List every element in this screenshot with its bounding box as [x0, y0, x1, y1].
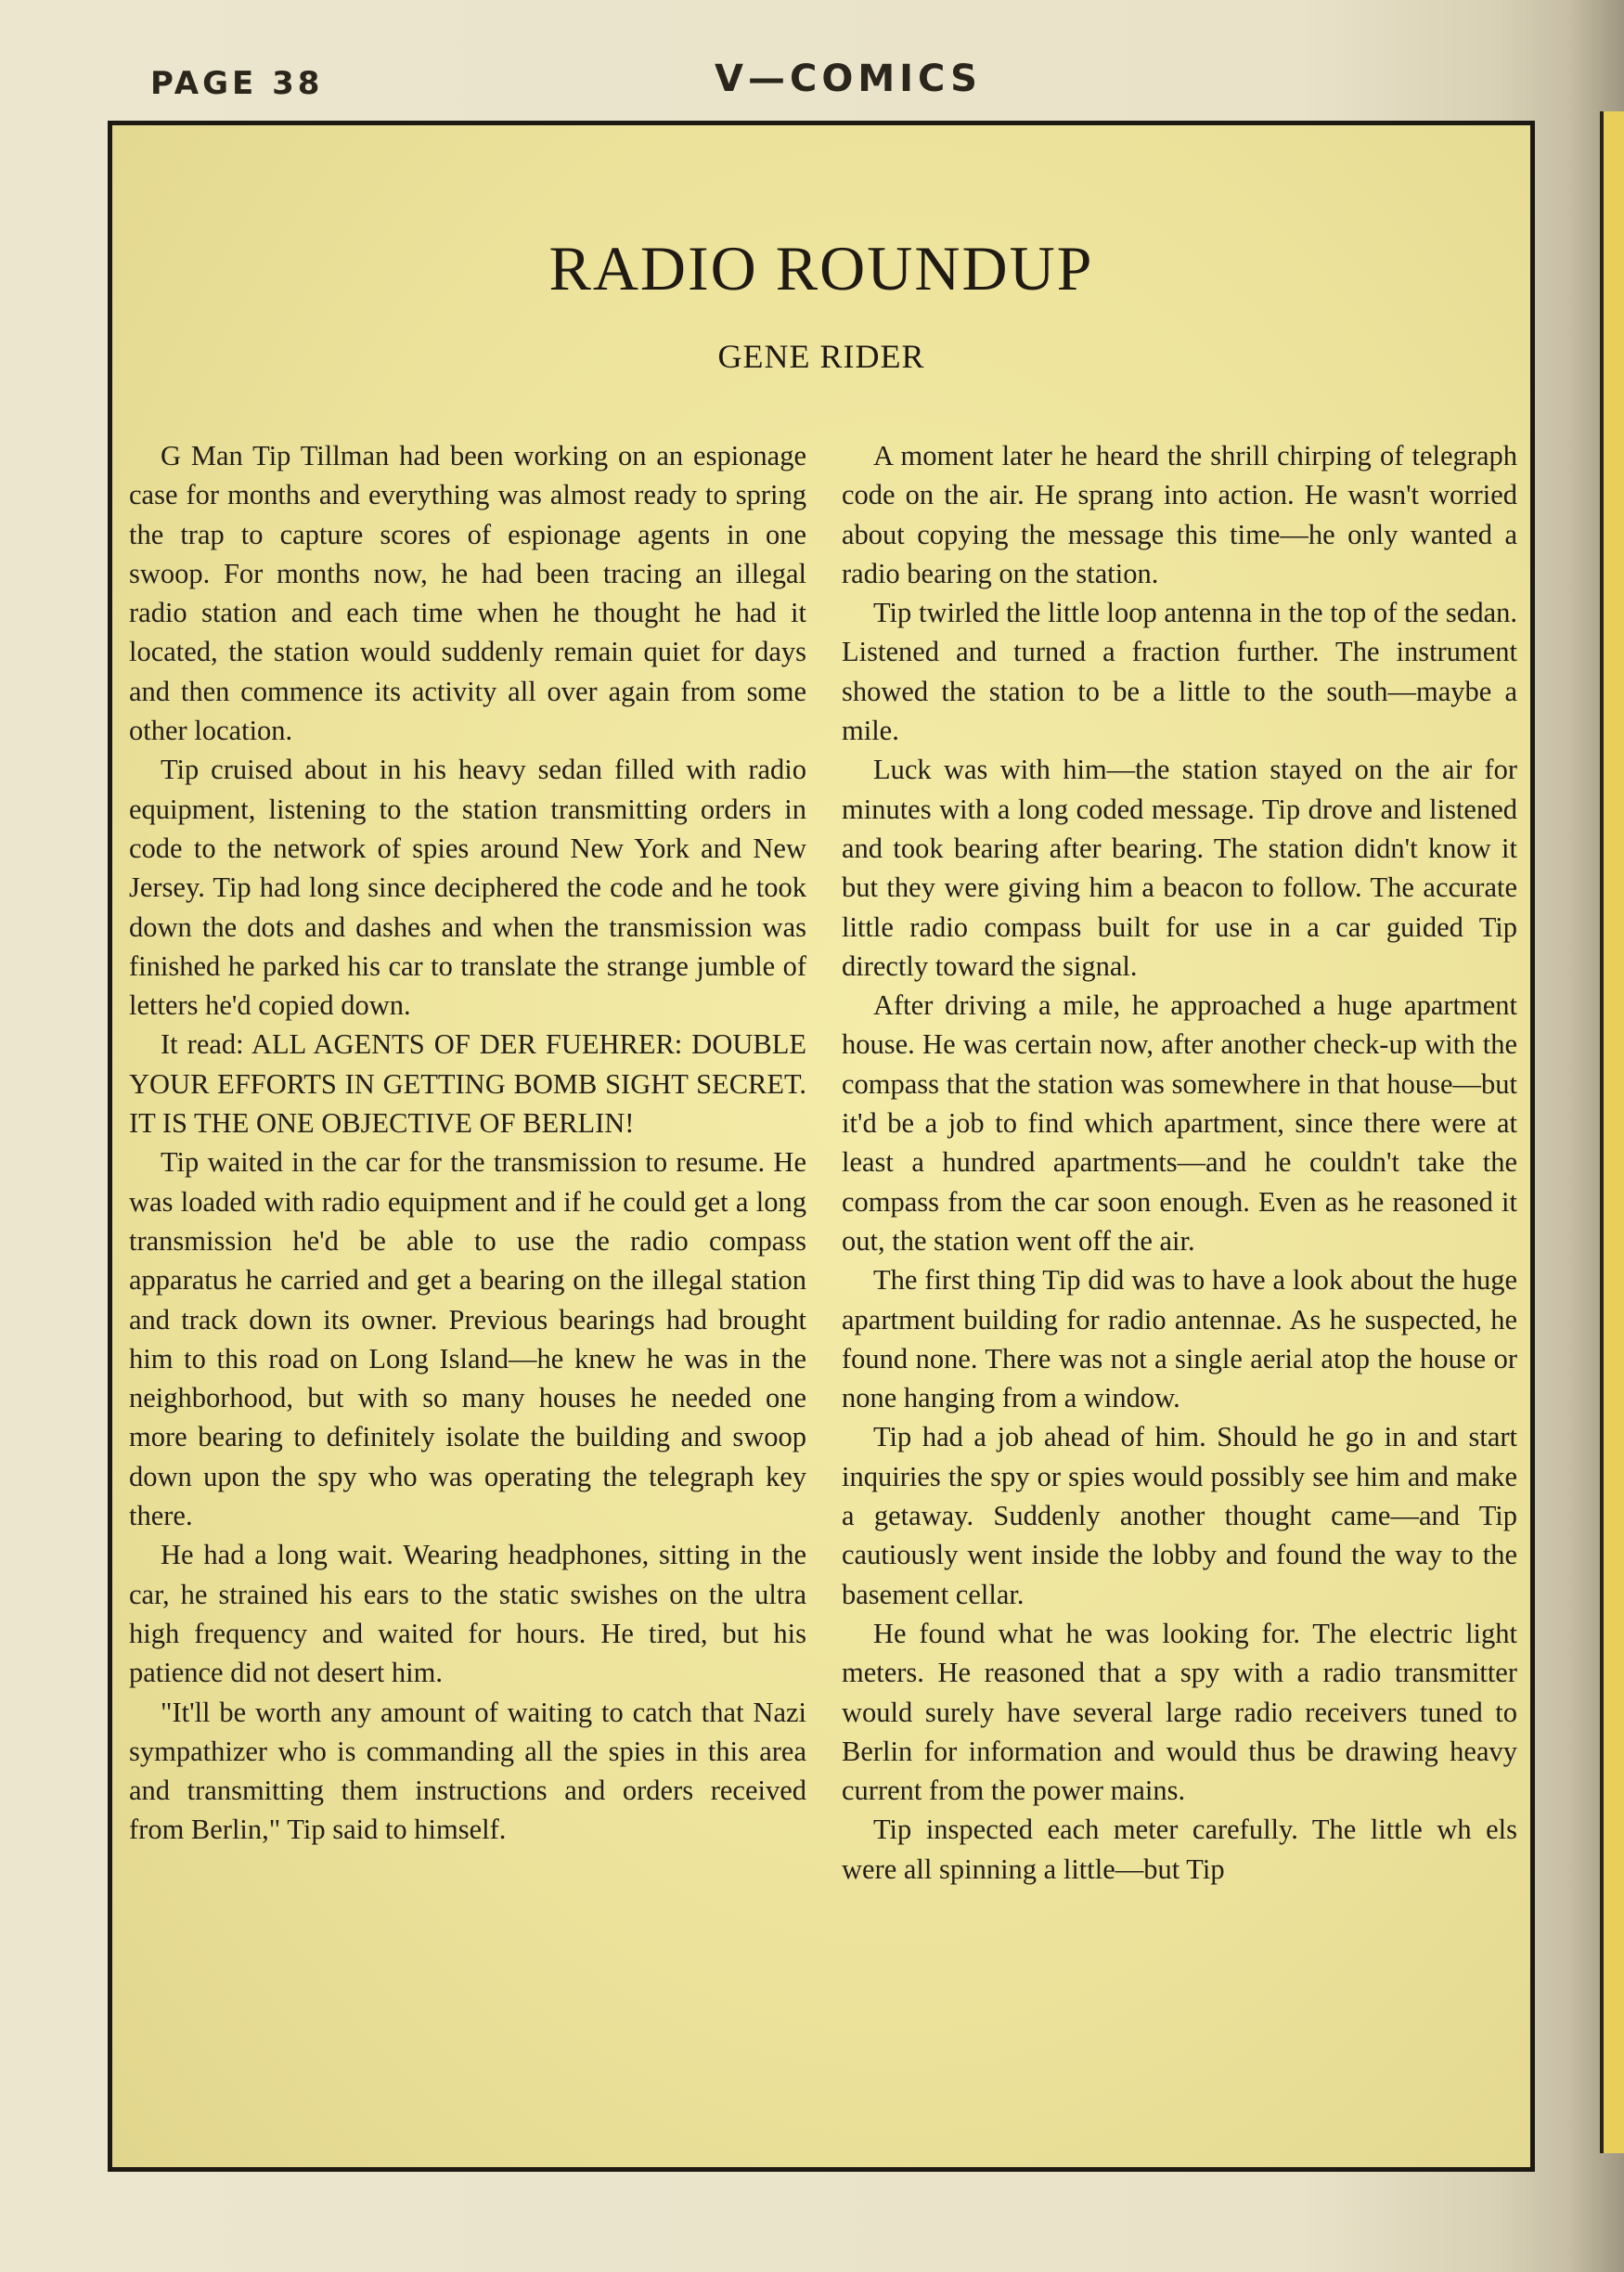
paragraph: Tip cruised about in his heavy sedan filled with radio equipment, listening to the station transmitting orders in code to the network of spies around New York and New Jersey. Tip had long since deciphered the code and he took down the dots and dashes and when the transmission was finished he parked his car to translate the strange jumble of letters he'd copied down.	[129, 754, 806, 1022]
left-column	[129, 436, 806, 2144]
article-box	[108, 121, 1535, 2172]
paragraph: Tip waited in the car for the transmission to resume. He was loaded with radio equipment and if he could get a long transmission he'd be able to use the radio compass apparatus he carried and get a bearing on the illegal station and track down its owner. Previous bearings had brought him to this road on Long Island—he knew he was in the neighborhood, but with so many houses he needed one more bearing to definitely isolate the building and swoop down upon the spy who was operating the telegraph key there.	[129, 1146, 806, 1532]
paragraph: After driving a mile, he approached a huge apartment house. He was certain now, after another check-up with the compass that the station was somewhere in that house—but it'd be a job to find which apartment, since there were at least a hundred apartments—and he couldn't take the compass from the car soon enough. Even as he reasoned it out, the station went off the air.	[842, 989, 1517, 1257]
right-column	[842, 436, 1517, 2144]
paragraph: A moment later he heard the shrill chirping of telegraph code on the air. He sprang into action. He wasn't worried about copying the message this time—he only wanted a radio bearing on the station.	[842, 440, 1517, 589]
paragraph: Tip twirled the little loop antenna in the top of the sedan. Listened and turned a fraction further. The instrument showed the station to be a little to the south—maybe a mile.	[842, 597, 1517, 747]
paragraph: It read: ALL AGENTS OF DER FUEHRER: DOUBLE YOUR EFFORTS IN GETTING BOMB SIGHT SECRET. IT IS THE ONE OBJECTIVE OF BERLIN!	[129, 1028, 806, 1140]
paragraph: He had a long wait. Wearing headphones, sitting in the car, he strained his ears to the static swishes on the ultra high frequency and waited for hours. He tired, but his patience did not desert him.	[129, 1539, 806, 1689]
paragraph: Luck was with him—the station stayed on the air for minutes with a long coded message. Tip drove and listened and took bearing after bearing. The station didn't know it but they were giving him a beacon to follow. The accurate little radio compass built for use in a car guided Tip directly toward the signal.	[842, 754, 1517, 982]
page-number: PAGE 38	[150, 65, 324, 102]
paragraph: Tip inspected each meter carefully. The little wh els were all spinning a little—but Tip	[842, 1814, 1517, 1885]
paragraph: G Man Tip Tillman had been working on an espionage case for months and everything was almost ready to spring the trap to capture scores of espionage agents in one swoop. For months now, he had been tracing an illegal radio station and each time when he thought he had it located, the station would suddenly remain quiet for days and then commence its activity all over again from some other location.	[129, 440, 806, 747]
article-byline: GENE RIDER	[717, 338, 925, 375]
adjacent-page-edge	[1600, 111, 1624, 2153]
paragraph: Tip had a job ahead of him. Should he go in and start inquiries the spy or spies would possibly see him and make a getaway. Suddenly another thought came—and Tip cautiously went inside the lobby and found the way to the basement cellar.	[842, 1421, 1517, 1610]
paragraph: He found what he was looking for. The electric light meters. He reasoned that a spy with a radio transmitter would surely have several large radio receivers tuned to Berlin for information and would thus be drawing heavy current from the power mains.	[842, 1617, 1517, 1807]
article-title: RADIO ROUNDUP	[548, 233, 1094, 303]
paragraph: "It'll be worth any amount of waiting to catch that Nazi sympathizer who is commanding all the spies in this area and transmitting them instructions and orders received from Berlin," Tip said to himself.	[129, 1696, 806, 1846]
magazine-title: V—COMICS	[715, 58, 982, 100]
paragraph: The first thing Tip did was to have a look about the huge apartment building for radio antennae. As he suspected, he found none. There was not a single aerial atop the house or none hanging from a window.	[842, 1264, 1517, 1414]
page-header	[0, 58, 1624, 113]
